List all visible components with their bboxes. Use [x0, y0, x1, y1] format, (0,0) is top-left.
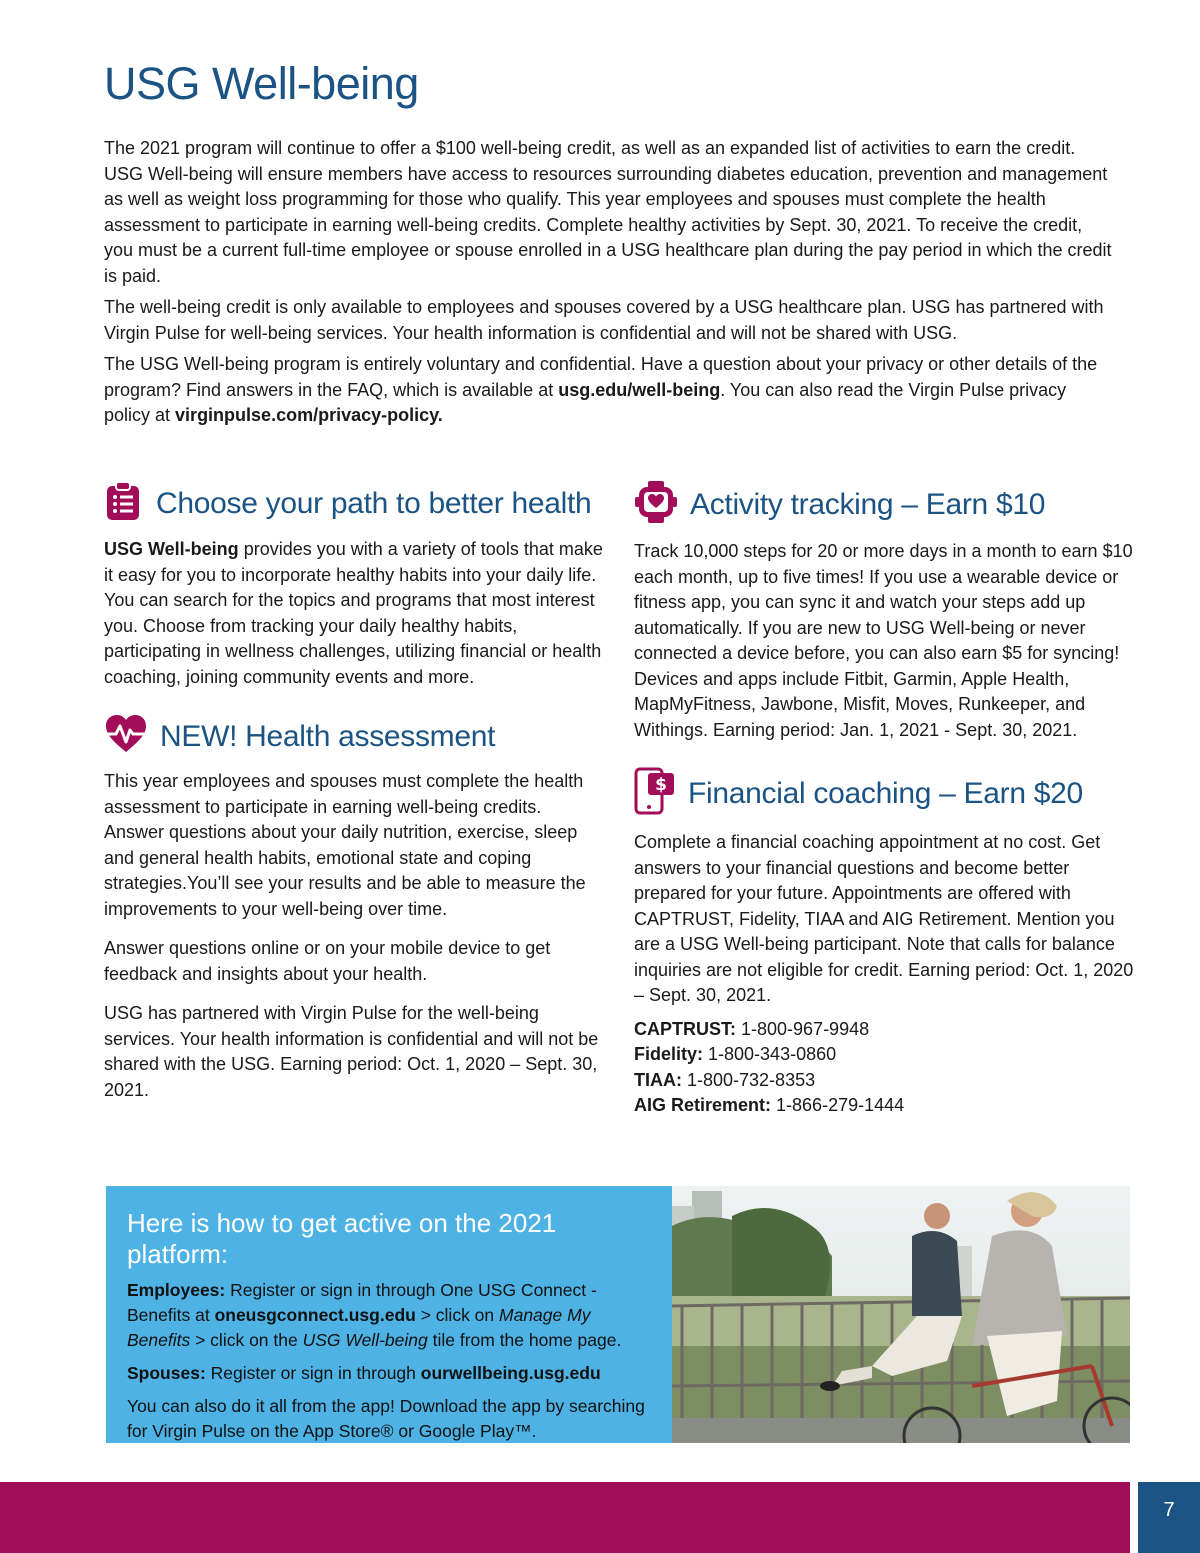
phone-fidelity: Fidelity: 1-800-343-0860	[634, 1044, 837, 1064]
callout-app-text: You can also do it all from the app! Download the app by searching for Virgin Pulse on the App Store® or Google Play™.	[127, 1396, 645, 1441]
left-column	[104, 480, 604, 1109]
health-assessment-header	[104, 714, 604, 759]
faq-link[interactable]: usg.edu/well-being	[558, 379, 721, 400]
intro-paragraph-2: The well-being credit is only available to employees and spouses covered by a USG healthcare plan. USG has partnered with Virgin Pulse for well-being services. Your health information is confidential and will not be shared with USG.	[104, 297, 1104, 343]
page-title: USG Well-being	[104, 58, 419, 109]
phone-tiaa: TIAA: 1-800-732-8353	[634, 1069, 816, 1090]
health-assessment-heading: NEW! Health assessment	[160, 719, 496, 753]
callout-employees: Employees: Register or sign in through One USG Connect - Benefits at oneusgconnect.usg.edu > click on Manage My Benefits > click on the USG Well-being tile from the home page.	[127, 1280, 622, 1350]
page-number: 7	[1138, 1482, 1200, 1553]
intro-paragraph-1: The 2021 program will continue to offer a $100 well-being credit, as well as an expanded list of activities to earn the credit. USG Well-being will ensure members have access to resources surrounding diabetes education, prevention and management as well as weight loss programming for those who qualify. This year employees and spouses must complete the health assessment to participate in earning well-being credits. Complete healthy activities by Sept. 30, 2021. To receive the credit, you must be a current full-time employee or spouse enrolled in a USG healthcare plan during the pay period in which the credit is paid.	[104, 138, 1112, 286]
health-assessment-text-3: USG has partnered with Virgin Pulse for the well-being services. Your health information is confidential and will not be shared with the USG. Earning period: Oct. 1, 2020 – Sept. 30, 2021.	[104, 1003, 599, 1100]
people-cycling-photo	[672, 1186, 1130, 1443]
phone-dollar-icon	[634, 767, 676, 820]
callout-heading: Here is how to get active on the 2021 platform:	[127, 1208, 557, 1269]
svg-text:$: $	[655, 775, 667, 795]
activity-tracking-text: Track 10,000 steps for 20 or more days in a month to earn $10 each month, up to five times! If you use a wearable device or fitness app, you can sync it and watch your steps add up automatically. If you are new to USG Well-being or never connected a device before, you can also earn $5 for syncing! Devices and apps include Fitbit, Garmin, Apple Health, MapMyFitness, Jawbone, Misfit, Moves, Runkeeper, and Withings. Earning period: Jan. 1, 2021 - Sept. 30, 2021.	[634, 541, 1133, 740]
choose-path-text: USG Well-being provides you with a variety of tools that make it easy for you to incorporate healthy habits into your daily life. You can search for the topics and programs that most interest you. Choose from tracking your daily healthy habits, participating in wellness challenges, utilizing financial or health coaching, joining community events and more.	[104, 539, 603, 687]
choose-path-heading: Choose your path to better health	[156, 486, 592, 520]
phone-captrust: CAPTRUST: 1-800-967-9948	[634, 1018, 870, 1039]
privacy-policy-link[interactable]: virginpulse.com/privacy-policy.	[175, 405, 443, 425]
intro-section	[104, 136, 1114, 435]
financial-coaching-text: Complete a financial coaching appointment at no cost. Get answers to your financial questions and become better prepared for your future. Appointments are offered with CAPTRUST, Fidelity, TIAA and AIG Retirement. Mention you are a USG Well-being participant. Note that calls for balance inquiries are not eligible for credit. Earning period: Oct. 1, 2020 – Sept. 30, 2021.	[634, 832, 1134, 1005]
clipboard-list-icon	[104, 480, 144, 527]
intro-paragraph-3: The USG Well-being program is entirely voluntary and confidential. Have a question about your privacy or other details of the program? Find answers in the FAQ, which is available at usg.edu/well-being. You can also read the Virgin Pulse privacy policy at virginpulse.com/privacy-policy.	[104, 354, 1098, 425]
platform-callout	[106, 1186, 672, 1443]
choose-path-header	[104, 480, 604, 527]
right-column	[634, 480, 1134, 1119]
footer-bar	[0, 1482, 1130, 1553]
phone-list	[634, 1017, 1134, 1119]
activity-tracking-heading: Activity tracking – Earn $10	[690, 487, 1046, 521]
oneusgconnect-link[interactable]: oneusgconnect.usg.edu	[214, 1305, 416, 1325]
health-assessment-text-2: Answer questions online or on your mobile device to get feedback and insights about your health.	[104, 938, 551, 984]
phone-aig: AIG Retirement: 1-866-279-1444	[634, 1095, 905, 1115]
activity-tracking-header	[634, 480, 1134, 529]
smartwatch-heart-icon	[634, 480, 678, 529]
callout-spouses: Spouses: Register or sign in through ourwellbeing.usg.edu	[127, 1363, 601, 1383]
financial-coaching-heading: Financial coaching – Earn $20	[688, 776, 1083, 810]
heartbeat-icon	[104, 714, 148, 759]
financial-coaching-header	[634, 767, 1134, 820]
health-assessment-text-1: This year employees and spouses must complete the health assessment to participate in earning well-being credits. Answer questions about your daily nutrition, exercise, sleep and general health habits, emotional state and coping strategies.You’ll see your results and be able to measure the improvements to your well-being over time.	[104, 771, 586, 919]
ourwellbeing-link[interactable]: ourwellbeing.usg.edu	[420, 1363, 601, 1383]
